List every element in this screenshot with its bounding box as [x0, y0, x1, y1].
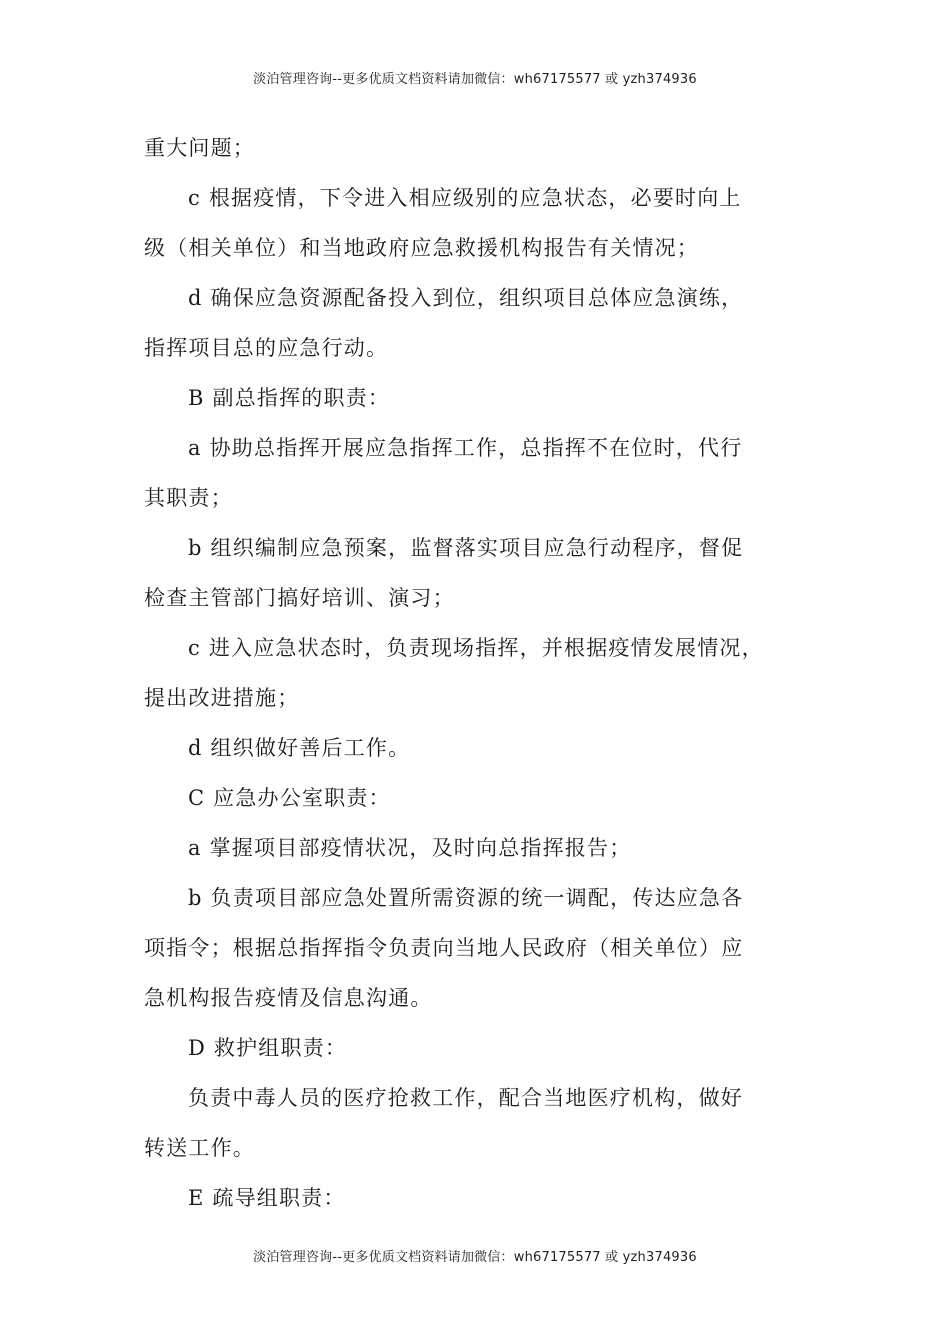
text-line: 项指令；根据总指挥指令负责向当地人民政府（相关单位）应 [144, 936, 744, 960]
text-line: 其职责； [144, 486, 233, 510]
text-line: a 掌握项目部疫情状况，及时向总指挥报告； [188, 836, 632, 860]
page-header: 淡泊管理咨询--更多优质文档资料请加微信：wh67175577 或 yzh374936 [253, 72, 697, 87]
document-body [144, 132, 808, 1232]
section-heading: B 副总指挥的职责： [188, 386, 391, 410]
section-heading: D 救护组职责： [188, 1036, 348, 1060]
text-line: 检查主管部门搞好培训、演习； [144, 586, 455, 610]
text-line: 级（相关单位）和当地政府应急救援机构报告有关情况； [144, 236, 699, 260]
text-line: b 组织编制应急预案，监督落实项目应急行动程序，督促 [188, 536, 744, 560]
text-line: 重大问题； [144, 136, 255, 160]
section-heading: E 疏导组职责： [188, 1186, 346, 1210]
text-line: 指挥项目总的应急行动。 [144, 336, 389, 360]
text-line: c 根据疫情，下令进入相应级别的应急状态，必要时向上 [188, 186, 742, 210]
text-line: b 负责项目部应急处置所需资源的统一调配，传达应急各 [188, 886, 744, 910]
text-line: 急机构报告疫情及信息沟通。 [144, 986, 433, 1010]
text-line: c 进入应急状态时，负责现场指挥，并根据疫情发展情况， [188, 636, 764, 660]
section-heading: C 应急办公室职责： [188, 786, 391, 810]
text-line: a 协助总指挥开展应急指挥工作，总指挥不在位时，代行 [188, 436, 743, 460]
text-line: d 确保应急资源配备投入到位，组织项目总体应急演练， [188, 286, 744, 310]
text-line: d 组织做好善后工作。 [188, 736, 411, 760]
page-footer: 淡泊管理咨询--更多优质文档资料请加微信：wh67175577 或 yzh374936 [253, 1250, 697, 1265]
text-line: 转送工作。 [144, 1136, 255, 1160]
text-line: 提出改进措施； [144, 686, 300, 710]
text-line: 负责中毒人员的医疗抢救工作，配合当地医疗机构，做好 [188, 1086, 743, 1110]
